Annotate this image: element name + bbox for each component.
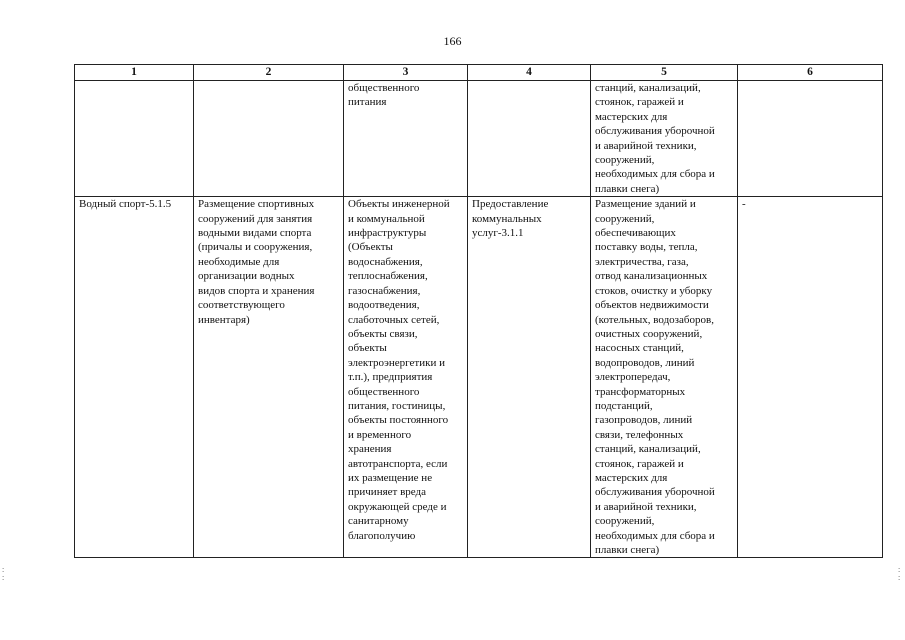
cell-text-line: необходимых для сбора и [595,168,715,181]
cell-text-line: и коммунальной [348,212,425,225]
cell-text-line: причиняет вреда [348,486,426,499]
page-number: 166 [443,34,462,48]
cell-text-line: (причалы и сооружения, [198,241,313,254]
cell-text-line: водоснабжения, [348,255,423,268]
cell-text-line: газопроводов, линий [595,414,693,427]
scan-edge-mark-left: : : [2,565,5,582]
cell-text-line: объекты [348,342,387,355]
cell-text-line: очистных сооружений, [595,327,703,340]
cell-text-line: обслуживания уборочной [595,125,715,138]
cell-text-line: стоянок, гаражей и [595,96,684,109]
cell-text-line: хранения [348,443,392,456]
column-header-1: 1 [75,65,194,81]
cell-text-line: поставку воды, тепла, [595,241,698,254]
cell-text-line: плавки снега) [595,182,660,195]
cell-text-line: т.п.), предприятия [348,371,433,384]
cell-text-line: питания, гостиницы, [348,399,446,412]
cell-text-line: видов спорта и хранения [198,284,315,297]
cell-text-line: мастерских для [595,471,668,484]
cell-text-line: обслуживания уборочной [595,486,715,499]
cell-text-line: и аварийной техники, [595,500,697,513]
cell-text-line: стоянок, гаражей и [595,457,684,470]
cell-text-line: Размещение спортивных [198,198,315,211]
cell-text-line: трансформаторных [595,385,686,398]
cell-text-line: благополучию [348,529,416,542]
column-header-3: 3 [344,65,468,81]
cell-text-line: сооружений для занятия [198,212,313,225]
cell-text-line: и временного [348,428,412,441]
cell-text-line: подстанций, [595,399,653,412]
cell-text-line: Предоставление [472,198,549,211]
table-header-row [75,65,883,81]
table-row [75,197,883,558]
cell-land-use-type [75,81,194,197]
cell-conditional-use [468,81,591,197]
column-header-4: 4 [468,65,591,81]
cell-text-line: услуг-3.1.1 [472,227,524,240]
cell-text-line: коммунальных [472,212,542,225]
cell-text-line: водопроводов, линий [595,356,695,369]
cell-notes: - [738,197,883,558]
cell-text-line: сооружений, [595,154,655,167]
cell-text-line: Водный спорт-5.1.5 [79,198,172,211]
cell-notes [738,81,883,197]
land-use-table [74,64,883,558]
cell-text-line: станций, канализаций, [595,443,701,456]
cell-text-line: необходимые для [198,255,280,268]
cell-text-line: питания [348,96,387,109]
cell-conditional-use [468,197,591,558]
cell-text-line: соответствующего [198,299,285,312]
cell-auxiliary-objects [344,197,468,558]
column-header-2: 2 [194,65,344,81]
cell-auxiliary-objects [344,81,468,197]
scan-edge-mark-right: : : [898,565,901,582]
cell-text-line: станций, канализаций, [595,82,701,94]
column-header-5: 5 [591,65,738,81]
cell-text-line: водоотведения, [348,299,420,312]
cell-text-line: обеспечивающих [595,227,676,240]
cell-text-line: сооружений, [595,212,655,225]
cell-text-line: объектов недвижимости [595,299,709,312]
cell-conditional-use-description [591,197,738,558]
cell-text-line: и аварийной техники, [595,139,697,152]
cell-text-line: общественного [348,82,420,94]
cell-text-line: насосных станций, [595,342,684,355]
cell-text-line: газоснабжения, [348,284,421,297]
cell-text-line: электричества, газа, [595,255,689,268]
cell-text-line: инвентаря) [198,313,250,326]
cell-land-use-type [75,197,194,558]
cell-text-line: санитарному [348,515,409,528]
cell-text-line: сооружений, [595,515,655,528]
cell-text-line: электроэнергетики и [348,356,445,369]
cell-text-line: Объекты инженерной [348,198,450,211]
cell-text-line: связи, телефонных [595,428,684,441]
cell-text-line: (Объекты [348,241,393,254]
cell-text-line: (котельных, водозаборов, [595,313,714,326]
cell-text-line: плавки снега) [595,544,660,556]
table-row [75,81,883,197]
cell-land-use-description [194,81,344,197]
cell-text-line: необходимых для сбора и [595,529,715,542]
cell-text-line: Размещение зданий и [595,198,696,211]
cell-conditional-use-description [591,81,738,197]
cell-text-line: инфраструктуры [348,227,427,240]
cell-text-line: автотранспорта, если [348,457,448,470]
cell-text-line: теплоснабжения, [348,270,428,283]
column-header-6: 6 [738,65,883,81]
cell-text-line: слаботочных сетей, [348,313,440,326]
cell-text-line: общественного [348,385,420,398]
cell-text-line: организации водных [198,270,295,283]
cell-text-line: отвод канализационных [595,270,708,283]
cell-text-line: их размещение не [348,471,433,484]
cell-text-line: мастерских для [595,110,668,123]
cell-text-line: водными видами спорта [198,227,312,240]
cell-text-line: окружающей среде и [348,500,447,513]
cell-text-line: электропередач, [595,371,671,384]
cell-text-line: объекты постоянного [348,414,449,427]
cell-text-line: объекты связи, [348,327,418,340]
cell-text-line: стоков, очистку и уборку [595,284,713,297]
cell-land-use-description [194,197,344,558]
